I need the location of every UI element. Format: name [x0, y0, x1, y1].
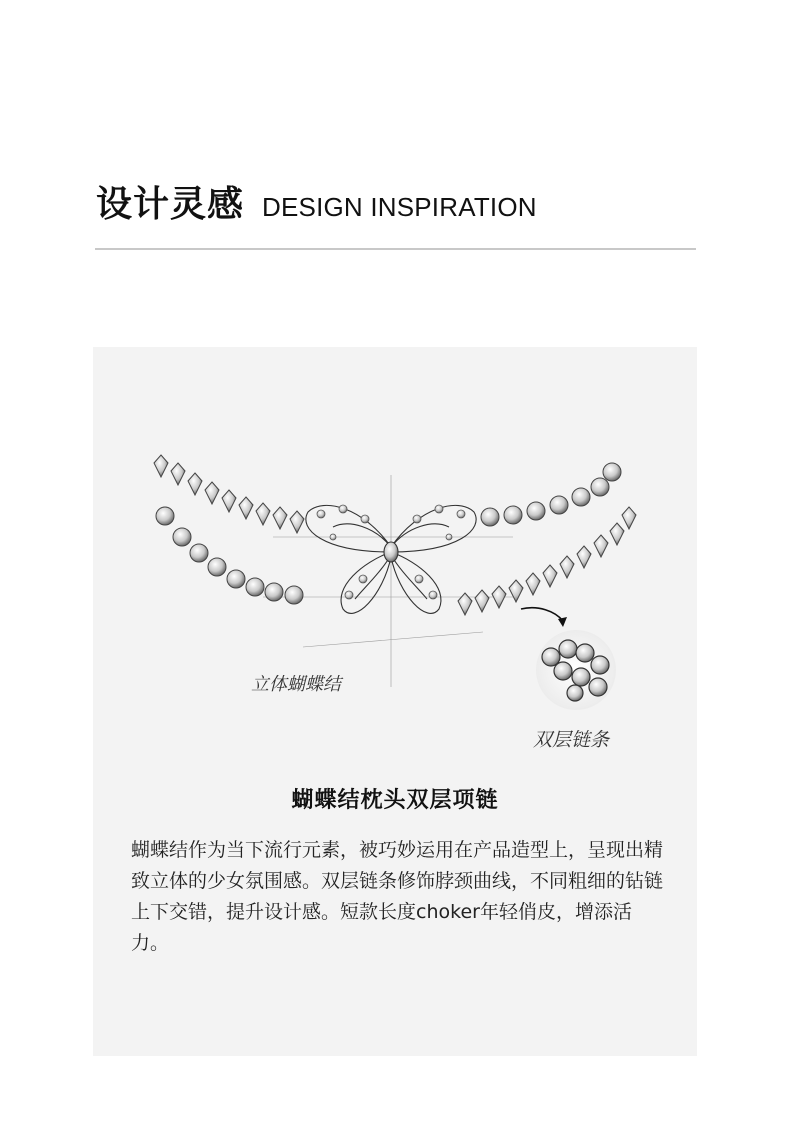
heading-divider: [95, 248, 696, 250]
heading-title-cn: 设计灵感: [96, 184, 245, 225]
necklace-sketch-illustration: [93, 347, 697, 767]
section-heading: [96, 176, 537, 227]
butterfly-annotation: 立体蝴蝶结: [251, 674, 341, 695]
chain-detail-magnifier: [536, 630, 616, 710]
double-chain-annotation: 双层链条: [533, 729, 610, 751]
product-description: 蝴蝶结作为当下流行元素，被巧妙运用在产品造型上，呈现出精致立体的少女氛围感。双层链条修饰脖颈曲线，不同粗细的钻链上下交错，提升设计感。短款长度choker年轻俏皮，增添活力。: [131, 839, 664, 954]
outer-chain-right: [481, 463, 621, 526]
inspiration-card: [93, 347, 697, 1056]
product-title: 蝴蝶结枕头双层项链: [291, 788, 499, 813]
sketch-guide-lines: [263, 475, 513, 687]
detail-arrow: [521, 608, 563, 621]
heading-title-en: DESIGN INSPIRATION: [262, 192, 537, 222]
detail-arrow-head: [558, 617, 567, 627]
outer-chain-left: [154, 455, 304, 533]
